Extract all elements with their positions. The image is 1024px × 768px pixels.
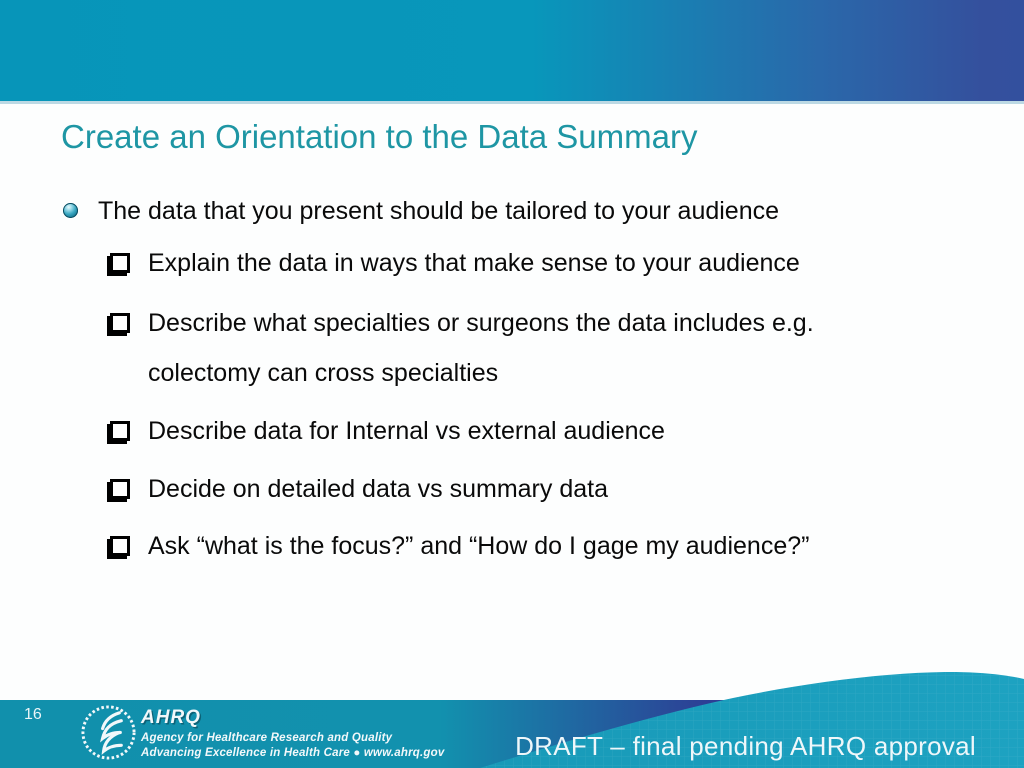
checkbox-bullet-icon bbox=[110, 536, 130, 556]
bullet-text: Ask “what is the focus?” and “How do I gage my audience?” bbox=[148, 532, 810, 560]
bullet-text: Explain the data in ways that make sense to your audience bbox=[148, 249, 800, 277]
page-title: Create an Orientation to the Data Summary bbox=[61, 118, 698, 155]
checkbox-bullet-icon bbox=[110, 313, 130, 333]
header-gradient-band bbox=[0, 0, 1024, 104]
draft-approval-notice: DRAFT – final pending AHRQ approval bbox=[515, 731, 976, 761]
hhs-eagle-icon bbox=[103, 713, 122, 751]
hhs-seal-icon bbox=[79, 703, 138, 762]
bullet-text: The data that you present should be tailored to your audience bbox=[98, 197, 780, 225]
checkbox-bullet-icon bbox=[110, 421, 130, 441]
checkbox-bullet-icon bbox=[110, 253, 130, 273]
sphere-bullet-icon bbox=[63, 203, 78, 218]
bullet-text-line2: colectomy can cross specialties bbox=[148, 359, 499, 387]
ahrq-logo-block bbox=[141, 707, 444, 759]
bullet-text-line1: Describe what specialties or surgeons the data includes e.g. bbox=[148, 309, 814, 337]
seal-text-ring bbox=[83, 707, 134, 758]
ahrq-tagline-1: Agency for Healthcare Research and Quality bbox=[141, 732, 393, 744]
checkbox-bullet-icon bbox=[110, 479, 130, 499]
bullet-text: Decide on detailed data vs summary data bbox=[148, 475, 608, 503]
bullet-text: Describe data for Internal vs external audience bbox=[148, 417, 665, 445]
page-number: 16 bbox=[24, 706, 42, 723]
ahrq-tagline-2: Advancing Excellence in Health Care ● www.ahrq.gov bbox=[141, 747, 445, 759]
ahrq-logo-text: AHRQ bbox=[141, 707, 201, 728]
